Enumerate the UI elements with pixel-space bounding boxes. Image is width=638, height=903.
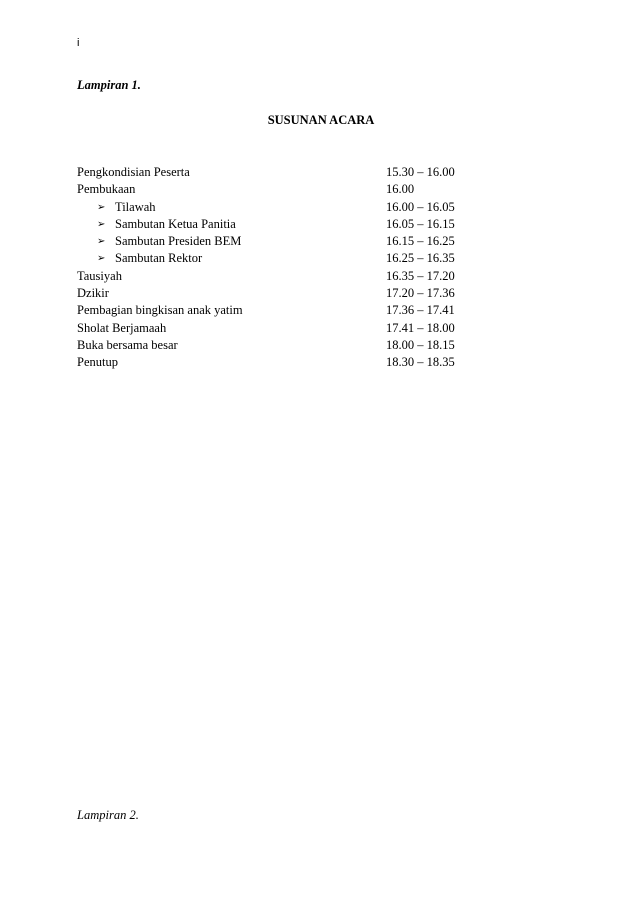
schedule-item-label: Sambutan Presiden BEM — [115, 234, 242, 249]
schedule-item-time: 16.25 – 16.35 — [386, 251, 455, 266]
schedule-row — [77, 337, 477, 354]
schedule-item-time: 16.00 – 16.05 — [386, 199, 455, 214]
schedule-item-label: Tausiyah — [77, 268, 122, 283]
schedule-item-time: 17.36 – 17.41 — [386, 303, 455, 318]
schedule-list — [77, 164, 477, 372]
schedule-item-time: 16.35 – 17.20 — [386, 268, 455, 283]
schedule-row — [77, 268, 477, 285]
schedule-item-time: 16.00 — [386, 182, 415, 197]
schedule-item-time: 15.30 – 16.00 — [386, 165, 455, 179]
schedule-item-label: Dzikir — [77, 286, 109, 301]
schedule-row — [77, 164, 477, 181]
schedule-item-label: Sambutan Rektor — [115, 251, 203, 266]
schedule-item-time: 17.41 – 18.00 — [386, 320, 455, 335]
schedule-subrow — [77, 250, 477, 267]
lampiran-heading: Lampiran 1. — [77, 78, 141, 92]
arrowhead-bullet-icon: ➢ — [97, 253, 106, 265]
arrowhead-bullet-icon: ➢ — [97, 236, 106, 248]
schedule-item-label: Pengkondisian Peserta — [77, 165, 190, 179]
document-title: SUSUNAN ACARA — [267, 113, 375, 127]
page-marker: i — [77, 37, 80, 49]
schedule-row — [77, 320, 477, 337]
schedule-subrow — [77, 216, 477, 233]
arrowhead-bullet-icon: ➢ — [97, 201, 106, 213]
schedule-row — [77, 285, 477, 302]
schedule-item-time: 17.20 – 17.36 — [386, 286, 455, 301]
schedule-item-time: 16.15 – 16.25 — [386, 234, 455, 249]
schedule-item-label: Sholat Berjamaah — [77, 320, 167, 335]
schedule-item-time: 16.05 – 16.15 — [386, 216, 455, 231]
schedule-item-label: Sambutan Ketua Panitia — [115, 216, 236, 231]
schedule-subrow — [77, 199, 477, 216]
schedule-item-label: Pembukaan — [77, 182, 136, 197]
footer-lampiran-heading: Lampiran 2. — [77, 808, 139, 822]
schedule-item-label: Pembagian bingkisan anak yatim — [77, 303, 243, 318]
schedule-item-label: Tilawah — [115, 199, 156, 214]
arrowhead-bullet-icon: ➢ — [97, 218, 106, 230]
schedule-row — [77, 354, 477, 371]
schedule-row — [77, 302, 477, 319]
schedule-item-time: 18.30 – 18.35 — [386, 355, 455, 370]
schedule-item-label: Penutup — [77, 355, 118, 370]
schedule-row — [77, 181, 477, 198]
schedule-subrow — [77, 233, 477, 250]
schedule-item-label: Buka bersama besar — [77, 337, 178, 352]
schedule-item-time: 18.00 – 18.15 — [386, 337, 455, 352]
